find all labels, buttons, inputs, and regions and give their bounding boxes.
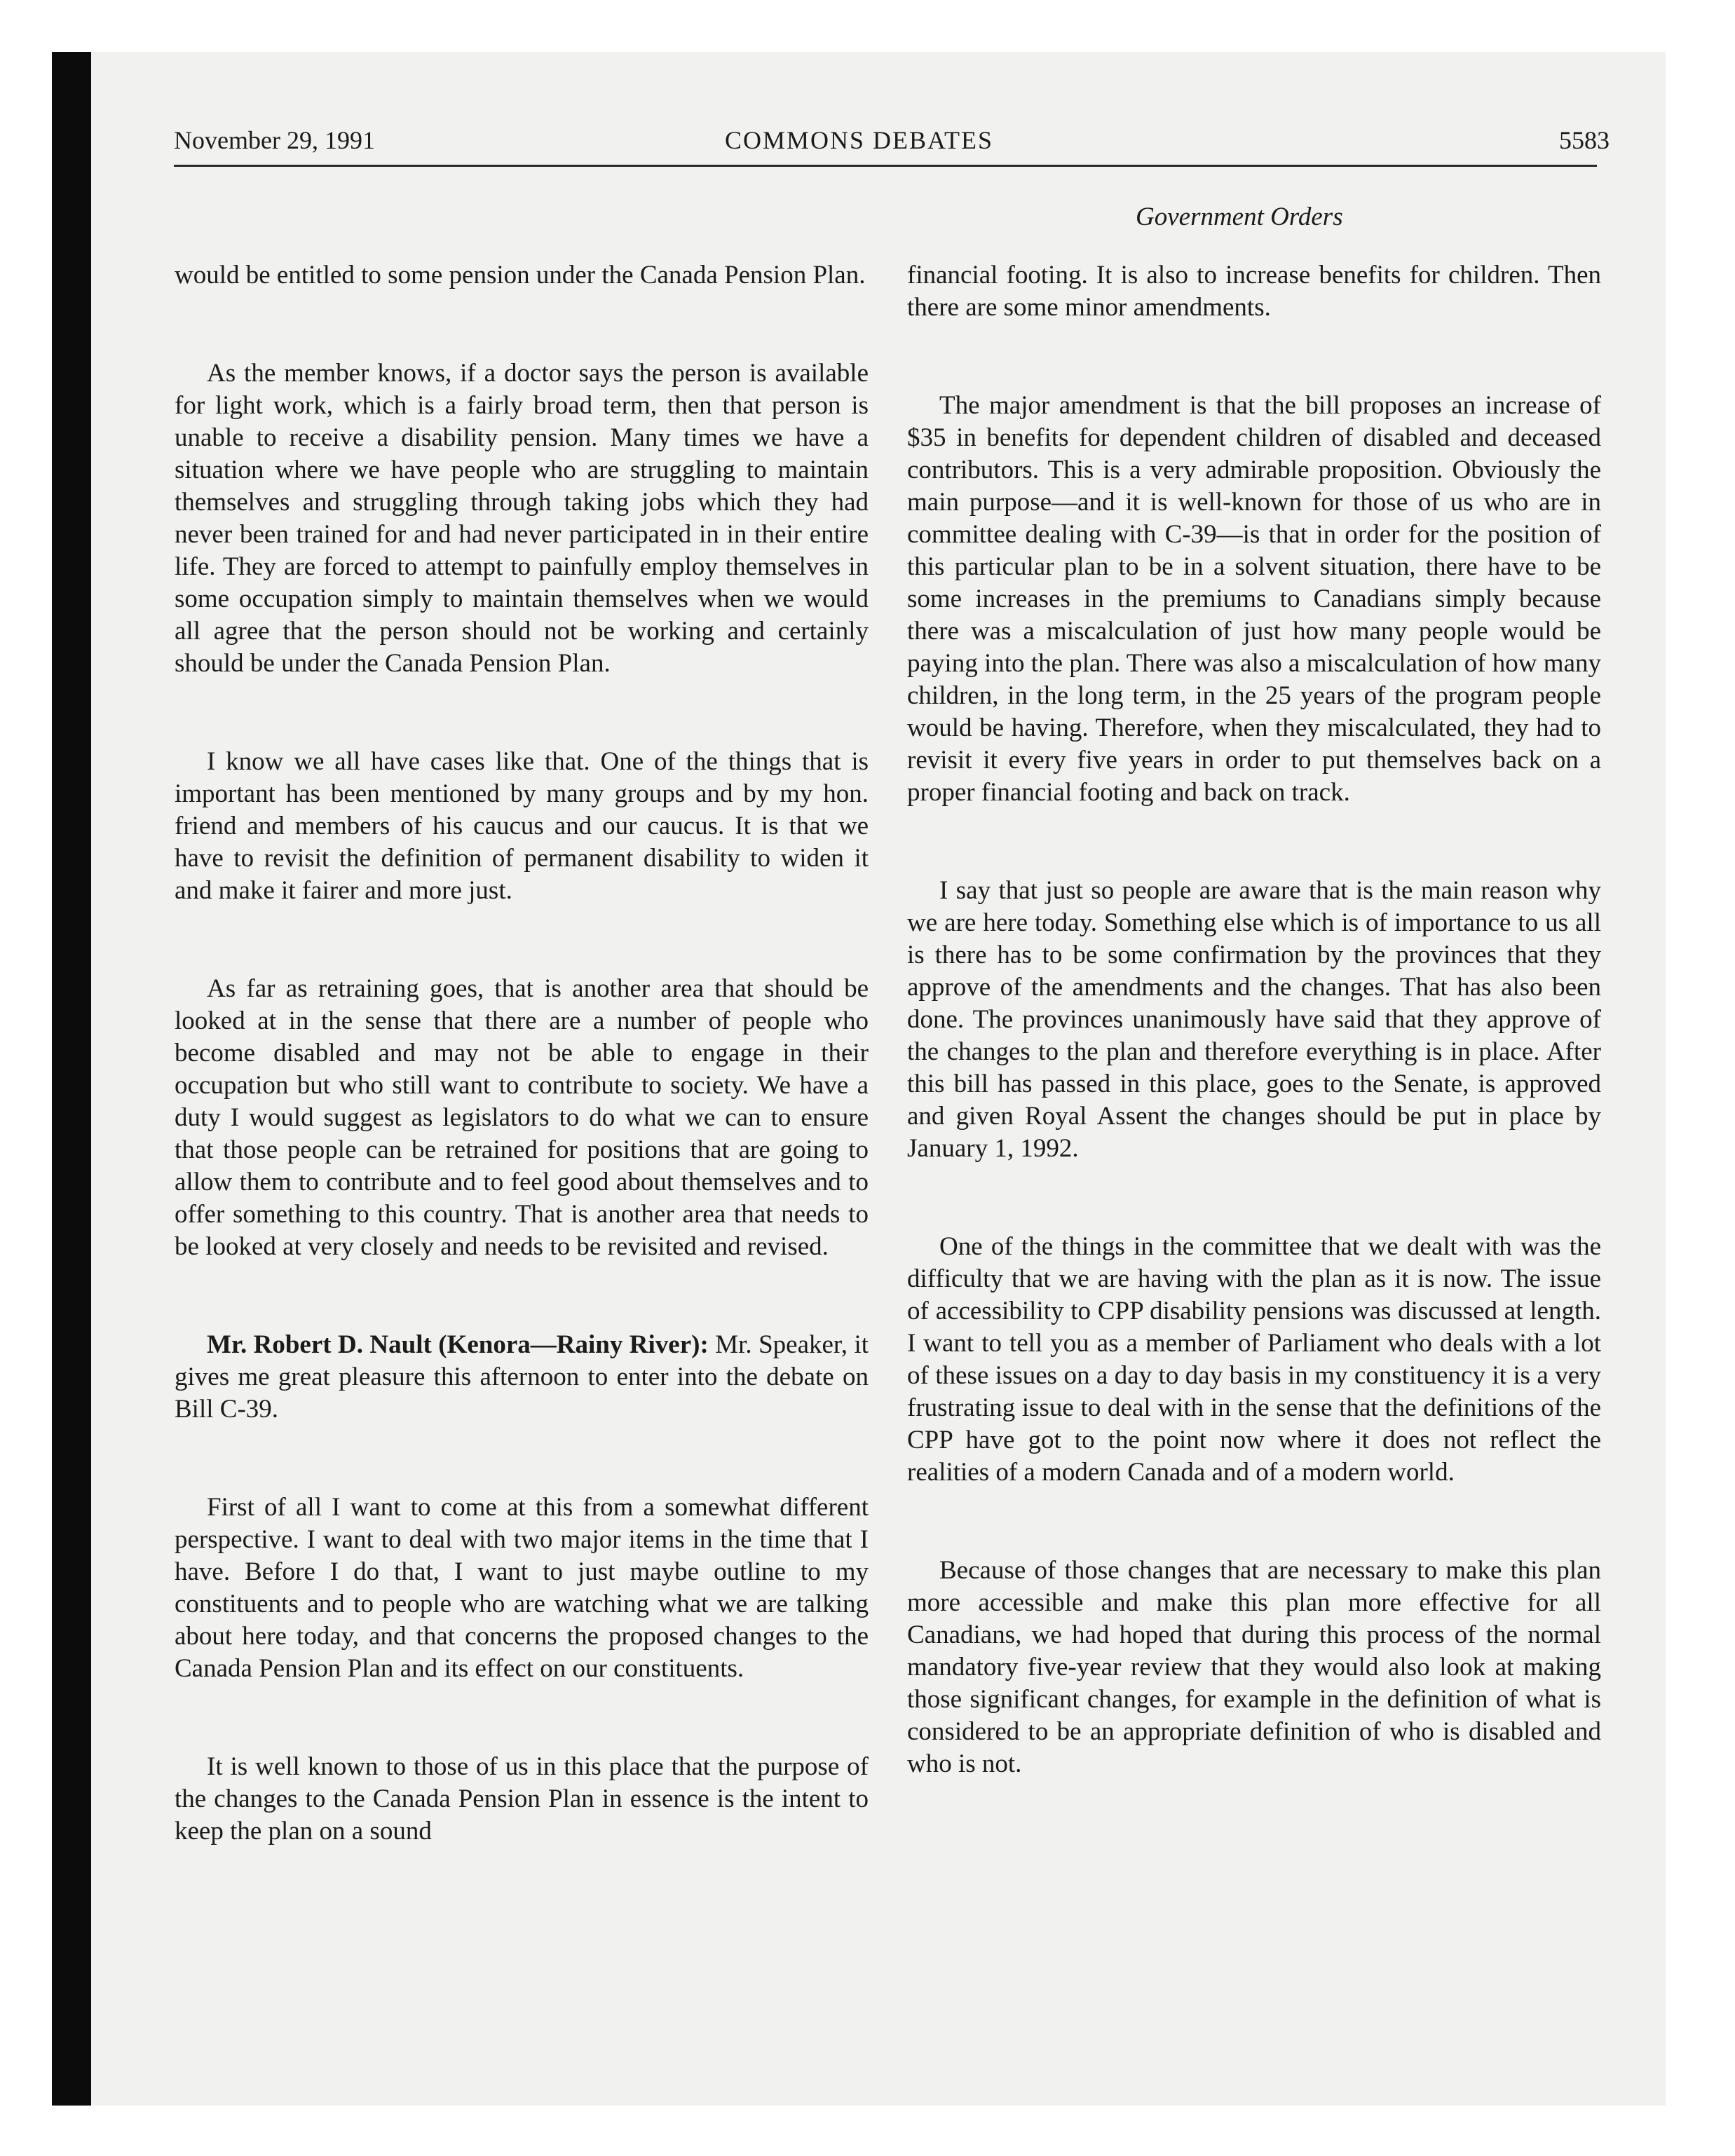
speaker-paragraph <box>175 1329 869 1426</box>
paragraph: As far as retraining goes, that is another area that should be looked at in the sense that there are a number of people who become disabled and may not be able to engage in their occupation but who still want to contribute to society. We have a duty I would suggest as legislators to do what we can to ensure that those people can be retrained for positions that are going to allow them to contribute and to feel good about themselves and to offer something to this country. That is another area that needs to be looked at very closely and needs to be revisited and revised. <box>175 974 869 1261</box>
speaker-text: Mr. Speaker, it gives me great pleasure this afternoon to enter into the debate on Bill C-39. <box>175 1330 869 1424</box>
speaker-name: Mr. Robert D. Nault (Kenora—Rainy River): <box>207 1330 709 1359</box>
paragraph: financial footing. It is also to increase benefits for children. Then there are some minor amendments. <box>907 261 1601 322</box>
paragraph: would be entitled to some pension under the Canada Pension Plan. <box>175 261 866 289</box>
paragraph: First of all I want to come at this from a somewhat different perspective. I want to deal with two major items in the time that I have. Before I do that, I want to just maybe outline to my constituents and to people who are watching what we are talking about here today, and that concerns the proposed changes to the Canada Pension Plan and its effect on our constituents. <box>175 1493 869 1683</box>
page-number: 5583 <box>1559 126 1610 154</box>
paragraph: Because of those changes that are necessary to make this plan more accessible and make this plan more effective for all Canadians, we had hoped that during this process of the normal mandatory five-year review that they would also look at making those significant changes, for example in the definition of what is considered to be an appropriate definition of who is disabled and who is not. <box>907 1556 1601 1778</box>
paragraph: The major amendment is that the bill proposes an increase of $35 in benefits for dependent children of disabled and deceased contributors. This is a very admirable proposition. Obviously the main purpose—and it is well-known for those of us who are in committee dealing with C-39—is that in order for the position of this particular plan to be in a solvent situation, there have to be some increases in the premiums to Canadians simply because there was a miscalculation of just how many people would be paying into the plan. There was also a miscalculation of how many children, in the long term, in the 25 years of the program people would be having. Therefore, when they miscalculated, they had to revisit it every five years in order to put themselves back on a proper financial footing and back on track. <box>907 391 1601 807</box>
scanned-page <box>52 52 1666 2106</box>
section-label: Government Orders <box>1136 203 1343 231</box>
paragraph: I know we all have cases like that. One of the things that is important has been mentioned by many groups and by my hon. friend and members of his caucus and our caucus. It is that we have to revisit the definition of permanent disability to widen it and make it fairer and more just. <box>175 747 869 905</box>
paragraph: I say that just so people are aware that is the main reason why we are here today. Something else which is of importance to us all is there has to be some confirmation by the provinces that they approve of the amendments and the changes. That has also been done. The provinces unanimously have said that they approve of the changes to the plan and therefore everything is in place. After this bill has passed in this place, goes to the Senate, is approved and given Royal Assent the changes should be put in place by January 1, 1992. <box>907 876 1601 1163</box>
header-rule <box>174 165 1597 167</box>
paragraph: One of the things in the committee that we dealt with was the difficulty that we are having with the plan as it is now. The issue of accessibility to CPP disability pensions was discussed at length. I want to tell you as a member of Parliament who deals with a lot of these issues on a day to day basis in my constituency it is a very frustrating issue to deal with in the sense that the definitions of the CPP have got to the point now where it does not reflect the realities of a modern Canada and of a modern world. <box>907 1232 1601 1487</box>
binding-shadow <box>52 52 91 2106</box>
right-column <box>907 259 1601 1846</box>
header-date: November 29, 1991 <box>174 126 375 154</box>
header-title: COMMONS DEBATES <box>725 126 994 154</box>
paragraph: As the member knows, if a doctor says the person is available for light work, which is a fairly broad term, then that person is unable to receive a disability pension. Many times we have a situation where we have people who are struggling to maintain themselves and struggling through taking jobs which they had never been trained for and had never participated in in their entire life. They are forced to attempt to painfully employ themselves in some occupation simply to maintain themselves when we would all agree that the person should not be working and certainly should be under the Canada Pension Plan. <box>175 359 869 678</box>
paragraph: It is well known to those of us in this place that the purpose of the changes to the Canada Pension Plan in essence is the intent to keep the plan on a sound <box>175 1752 869 1845</box>
left-column <box>175 259 869 1913</box>
